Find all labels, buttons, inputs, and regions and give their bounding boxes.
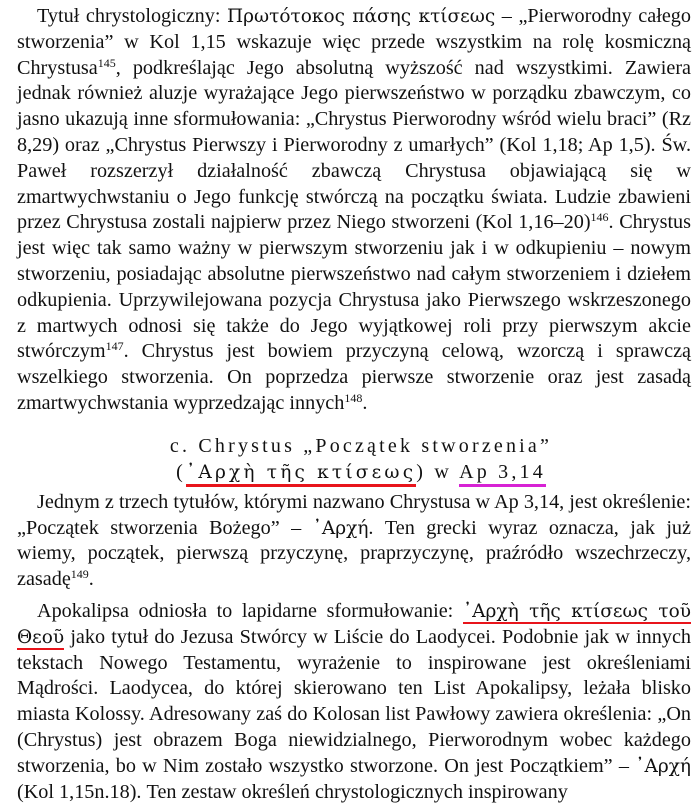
footnote-ref[interactable]: 149 <box>70 567 89 582</box>
paragraph-christological-title <box>17 4 691 417</box>
paragraph-arche <box>17 490 691 593</box>
text-run: . Chrystus jest więc tak samo ważny w pierwszym stworzeniu jak i w odkupieniu – nowym stworzeniu, posiadając absolutne pierwszeństwo nad całym stworzeniem i dziełem odkupienia. Uprzywilejowana pozycja Chrystusa jako Pierwszego wskrzeszonego z martwych odnosi się także do Jego wyjątkowej roli przy pierwszym akcie stwórczym <box>17 211 691 363</box>
paragraph-apocalypse <box>17 599 691 805</box>
footnote-ref[interactable]: 148 <box>344 390 363 405</box>
text-run: Tytuł chrystologiczny: <box>37 5 228 27</box>
text-run: – „Pierworodny całego stworzenia” w Kol 1,15 wskazuje więc przede wszystkim na rolę kosmiczną Chrystusa <box>17 5 691 79</box>
greek-word: ᾿Αρχή <box>312 517 369 539</box>
greek-phrase: Πρωτότοκος πάσης κτίσεως <box>227 6 496 27</box>
text-run: . <box>88 568 94 591</box>
text-run: Jednym z trzech tytułów, którymi nazwano Chrystusa w Ap 3,14, jest określenie: „Początek stworzenia Bożego” – <box>17 490 691 539</box>
section-heading <box>17 433 691 486</box>
text-run: . Chrystus jest bowiem przyczyną celową, wzorczą i sprawczą wszelkiego stworzenia. On poprzedza pierwsze stworzenie oraz jest zasadą zmartwychwstania wyprzedzając innych <box>17 340 691 414</box>
heading-connector: ) w <box>416 460 460 483</box>
footnote-ref[interactable]: 146 <box>590 210 609 225</box>
text-run: jako tytuł do Jezusa Stwórcy w Liście do Laodycei. Podobnie jak w innych tekstach Nowego Testamentu, wyrażenie to inspirowane jest określeniami Mądrości. Laodycea, do której skierowano ten List Apokalipsy, leżała blisko miasta Kolossy. Adresowany zaś do Kolosan list Pawłowy zawiera określenia: „On (Chrystus) jest obrazem Boga niewidzialnego, Pierworodnym wobec każdego stworzenia, bo w Nim zostało wszystko stworzone. On jest Początkiem” – <box>17 625 691 777</box>
heading-ref-underlined: Ap 3,14 <box>459 461 546 487</box>
paren-open: ( <box>176 460 186 483</box>
text-run: , podkreślając Jego absolutną wyższość nad wszystkimi. Zawiera jednak również aluzje wyrażające Jego pierwszeństwo w porządku zbawczym, co jasno ukazują inne sformułowania: „Chrystus Pierworodny wśród wielu braci” (Rz 8,29) oraz „Chrystus Pierwszy i Pierworodny z umarłych” (Kol 1,18; Ap 1,5). Św. Paweł rozszerzył działalność zbawczą Chrystusa objawiającą się w zmartwychwstaniu o Jego funkcję stwórczą na początku świata. Ludzie zbawieni przez Chrystusa zostali najpierw przez Niego stworzeni (Kol 1,16–20) <box>17 56 691 234</box>
greek-word: ᾿Αρχή <box>635 755 691 777</box>
heading-line-2 <box>31 459 691 486</box>
text-run: . <box>362 391 368 414</box>
heading-line-1: c. Chrystus „Początek stworzenia” <box>169 434 553 457</box>
text-run: (Kol 1,15n.18). Ten zestaw określeń chrystologicznych inspirowany <box>17 780 568 803</box>
text-run: Apokalipsa odniosła to lapidarne sformułowanie: <box>37 599 463 622</box>
greek-phrase-underlined: ᾿Αρχὴ τῆς κτίσεως τοῦ Θεοῦ <box>17 600 691 648</box>
footnote-ref[interactable]: 147 <box>105 339 124 354</box>
footnote-ref[interactable]: 145 <box>97 55 116 70</box>
text-run: . Ten grecki wyraz oznacza, jak już wiemy, początek, pierwszą przyczynę, praprzyczynę, praźródło wszechrzeczy, zasadę <box>17 516 691 591</box>
heading-greek-underlined: ᾿Αρχὴ τῆς κτίσεως <box>186 462 416 487</box>
